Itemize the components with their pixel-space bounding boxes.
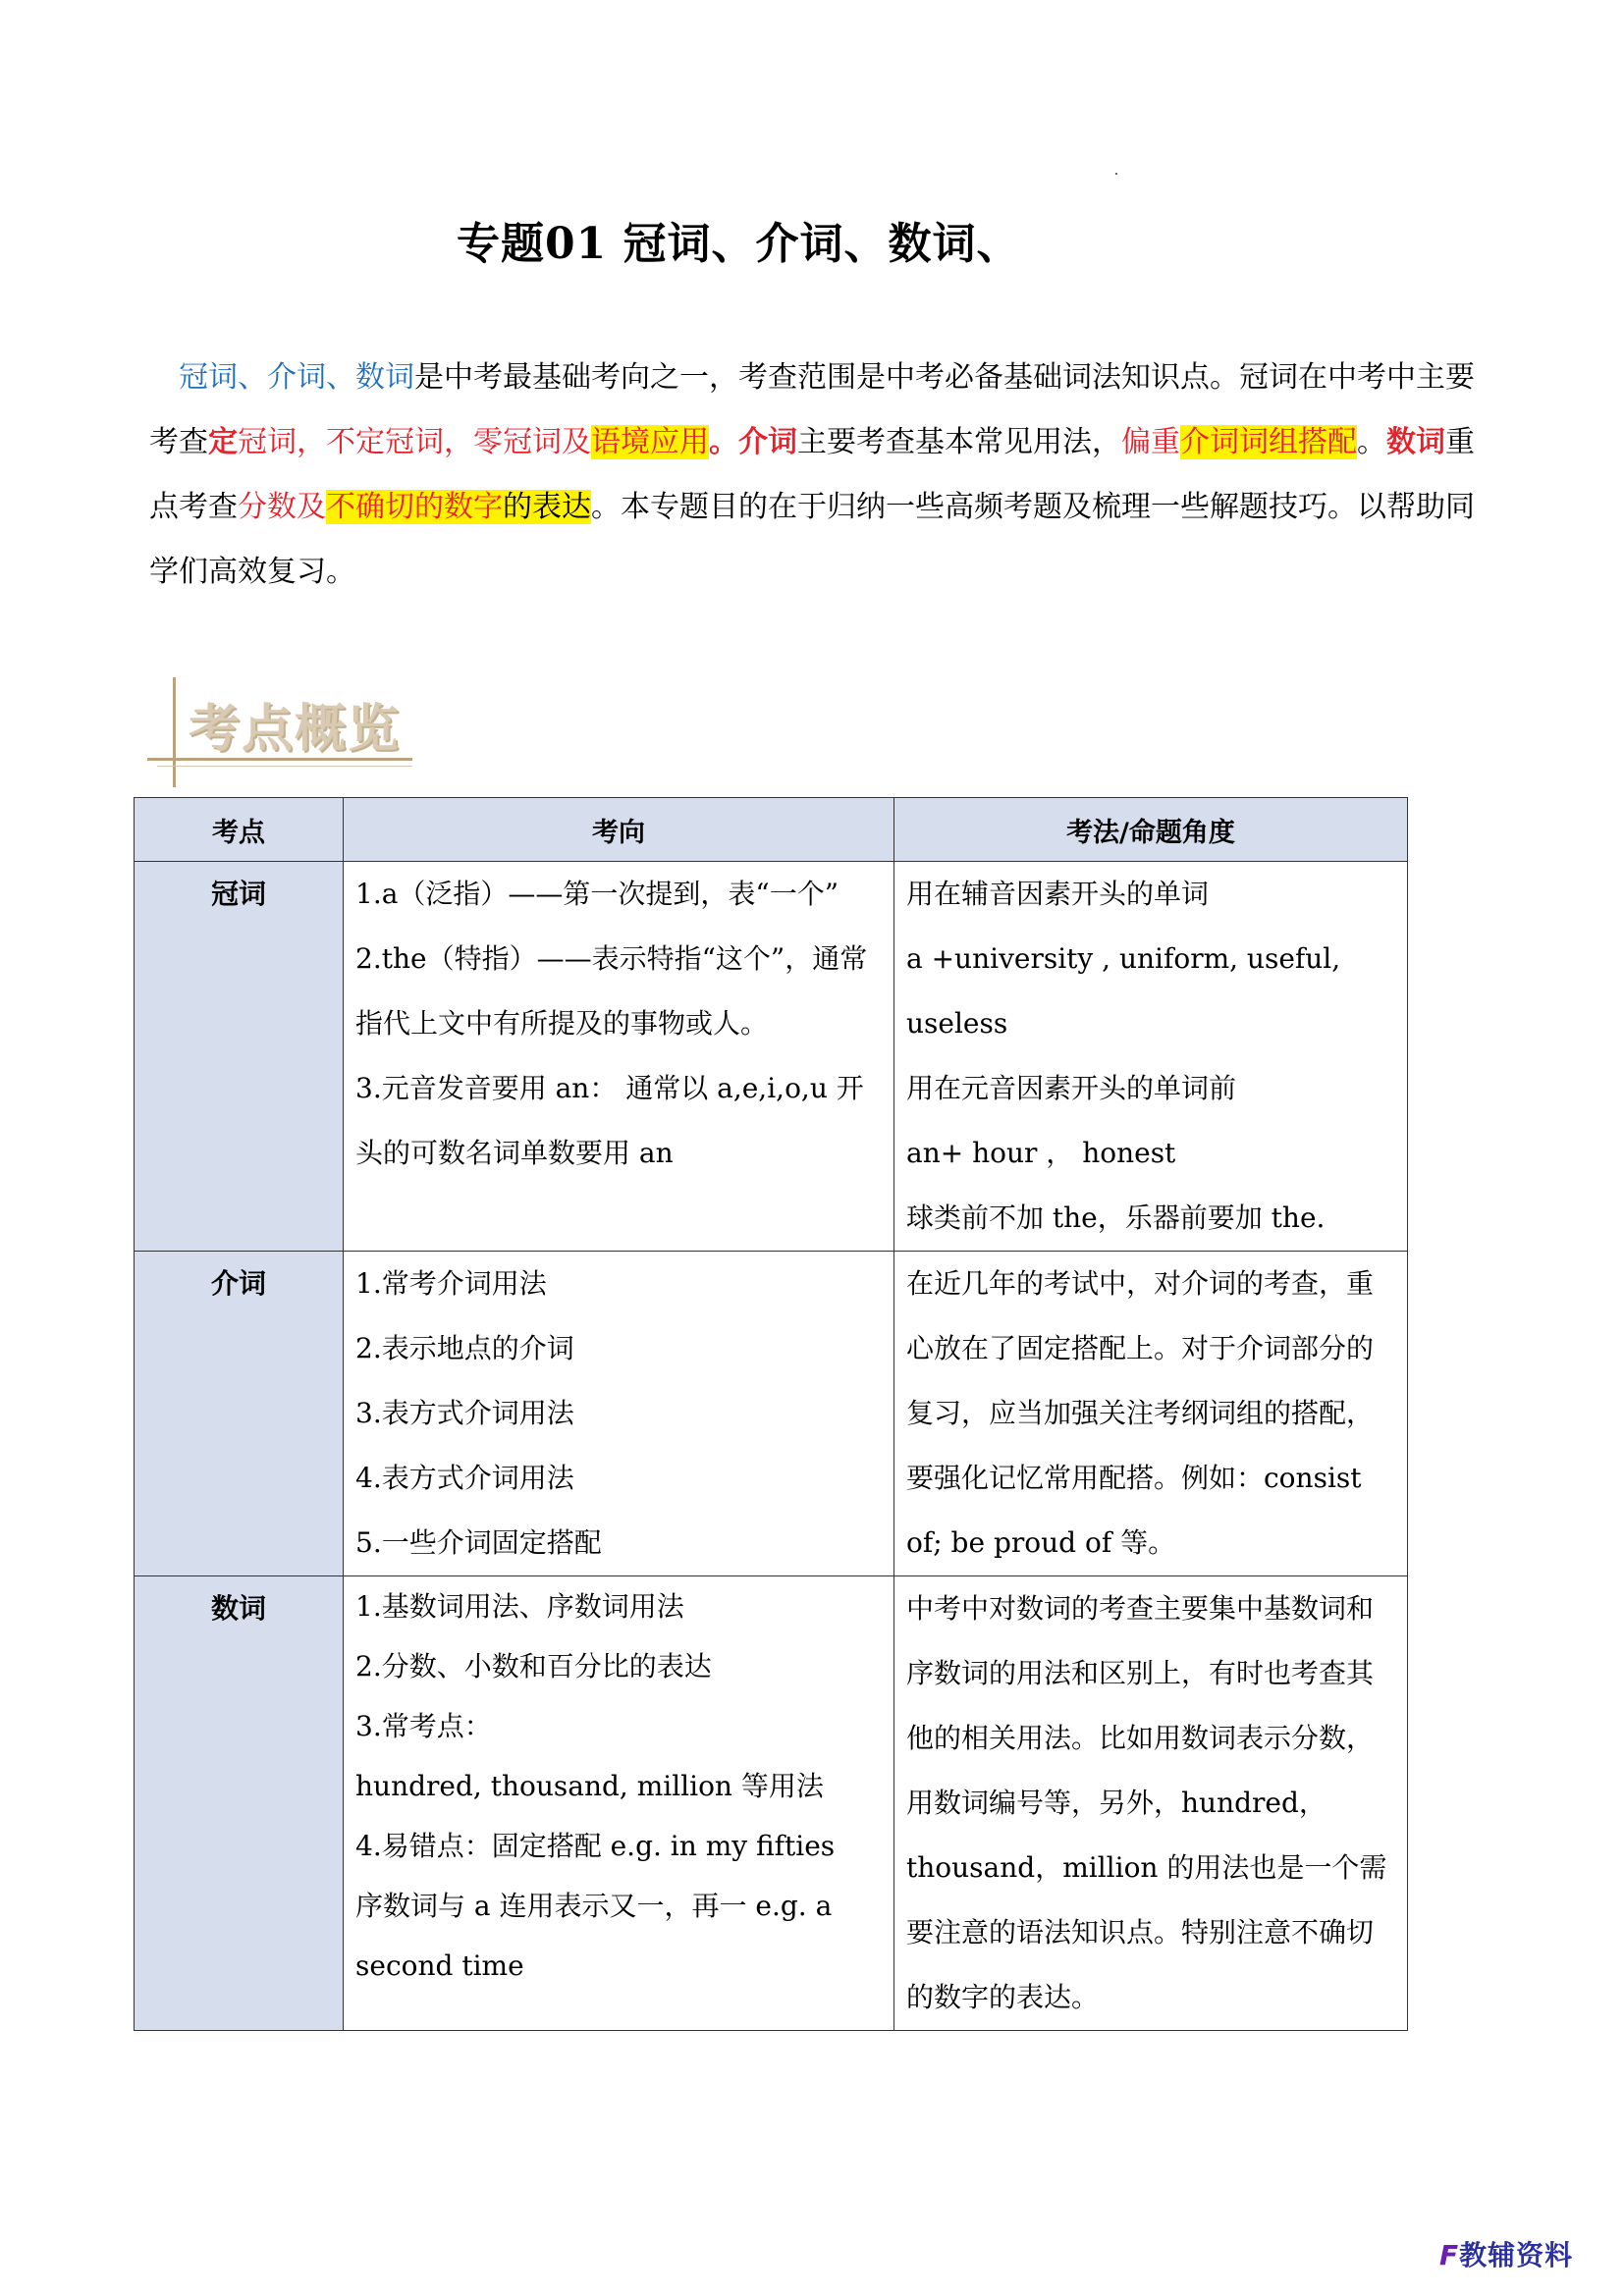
cell-line: 用在辅音因素开头的单词 bbox=[906, 878, 1210, 910]
intro-emphasis: 定 bbox=[208, 425, 238, 459]
intro-emphasis: 冠词，不定冠词，零冠词及 bbox=[238, 425, 591, 459]
cell-line: hundred, thousand, million 等用法 bbox=[355, 1770, 824, 1802]
cell-line: 2.表示地点的介词 bbox=[355, 1332, 574, 1364]
table-row bbox=[135, 1252, 1408, 1576]
cell-line: 3.表方式介词用法 bbox=[355, 1397, 574, 1429]
cell-line: 3.元音发音要用 an： 通常以 a,e,i,o,u 开头的可数名词单数要用 an bbox=[355, 1072, 864, 1169]
cell-line: 4.易错点：固定搭配 e.g. in my fifties bbox=[355, 1830, 836, 1862]
cell-line: 中考中对数词的考查主要集中基数词和序数词的用法和区别上，有时也考查其他的相关用法。比如用数词表示分数，用数词编号等，另外，hundred，thousand，million 的用法也是一个需要注意的语法知识点。特别注意不确切的数字的表达。 bbox=[906, 1592, 1387, 2013]
table-header-row bbox=[135, 798, 1408, 862]
cell-line: 1.常考介词用法 bbox=[355, 1267, 547, 1300]
heading-decor-line bbox=[173, 677, 176, 787]
cell-line: 1.基数词用法、序数词用法 bbox=[355, 1590, 684, 1623]
intro-emphasis: 。介词 bbox=[709, 425, 797, 459]
intro-highlight: 介词词组搭配 bbox=[1180, 425, 1357, 459]
stray-dot bbox=[1115, 173, 1117, 175]
logo-mark: F bbox=[1439, 2239, 1460, 2271]
cell-line: 4.表方式介词用法 bbox=[355, 1462, 574, 1494]
intro-emphasis: 数词 bbox=[1386, 425, 1445, 459]
cell-line: an+ hour ， honest bbox=[906, 1137, 1176, 1169]
header-cell: 考点 bbox=[135, 798, 344, 862]
header-cell: 考法/命题角度 bbox=[894, 798, 1408, 862]
intro-topics: 冠词、介词、数词 bbox=[179, 360, 414, 395]
method-cell bbox=[894, 1576, 1408, 2031]
cell-line: 用在元音因素开头的单词前 bbox=[906, 1072, 1237, 1104]
cell-line: 在近几年的考试中，对介词的考查，重心放在了固定搭配上。对于介词部分的复习，应当加强关注考纲词组的搭配，要强化记忆常用配搭。例如：consist of; be proud of 等。 bbox=[906, 1267, 1375, 1559]
method-cell bbox=[894, 1252, 1408, 1576]
cell-line: a +university , uniform, useful, useless bbox=[906, 942, 1341, 1040]
section-heading-text: 考点概览 bbox=[189, 700, 402, 759]
intro-text: 是中考最基础考向之一，考查范围是中考必备基础词法知识点。冠词在中考中主要考查 bbox=[149, 360, 1475, 459]
cell-line: 2.分数、小数和百分比的表达 bbox=[355, 1650, 712, 1682]
summary-table bbox=[134, 797, 1408, 2031]
header-cell: 考向 bbox=[344, 798, 894, 862]
intro-text: 重点考查 bbox=[149, 425, 1475, 524]
intro-paragraph bbox=[149, 346, 1492, 605]
category-cell: 数词 bbox=[135, 1576, 344, 2031]
direction-cell bbox=[344, 1576, 894, 2031]
cell-line: 2.the（特指）——表示特指“这个”，通常指代上文中有所提及的事物或人。 bbox=[355, 942, 868, 1040]
intro-text: 。本专题目的在于归纳一些高频考题及梳理一些解题技巧。以帮助同学们高效复习。 bbox=[149, 490, 1475, 589]
category-cell: 介词 bbox=[135, 1252, 344, 1576]
cell-line: 球类前不加 the，乐器前要加 the. bbox=[906, 1201, 1326, 1234]
section-heading bbox=[147, 677, 422, 791]
page-title: 专题01 冠词、介词、数词、 bbox=[457, 219, 1021, 269]
table-row bbox=[135, 862, 1408, 1252]
intro-emphasis: 分数及 bbox=[238, 490, 326, 524]
table-row bbox=[135, 1576, 1408, 2031]
publisher-logo bbox=[1439, 2234, 1573, 2273]
cell-line: 1.a（泛指）——第一次提到，表“一个” bbox=[355, 878, 839, 910]
intro-text: 。 bbox=[1357, 425, 1386, 459]
intro-text: 主要考查基本常见用法， bbox=[797, 425, 1121, 459]
intro-highlight: 的表达 bbox=[503, 490, 591, 524]
intro-emphasis: 偏重 bbox=[1121, 425, 1180, 459]
direction-cell bbox=[344, 862, 894, 1252]
cell-line: 5.一些介词固定搭配 bbox=[355, 1526, 602, 1559]
heading-decor-line bbox=[157, 766, 412, 767]
intro-highlight: 不确切的数字 bbox=[326, 490, 503, 524]
cell-line: 序数词与 a 连用表示又一，再一 e.g. a second time bbox=[355, 1890, 833, 1982]
logo-text: 教辅资料 bbox=[1459, 2239, 1574, 2271]
method-cell bbox=[894, 862, 1408, 1252]
cell-line: 3.常考点： bbox=[355, 1710, 492, 1742]
direction-cell bbox=[344, 1252, 894, 1576]
intro-highlight: 语境应用 bbox=[591, 425, 709, 459]
category-cell: 冠词 bbox=[135, 862, 344, 1252]
